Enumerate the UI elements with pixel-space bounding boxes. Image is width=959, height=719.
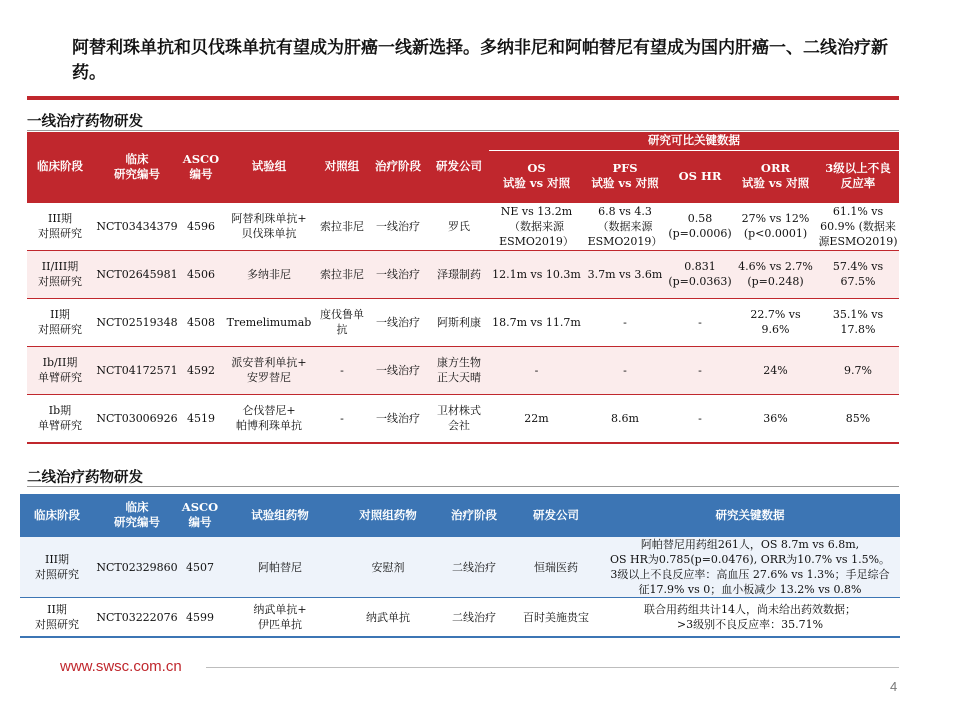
cell-pfs: 8.6m (584, 394, 666, 443)
header-os: OS 试验 vs 对照 (489, 150, 584, 202)
header2-phase: 临床阶段 (20, 494, 94, 537)
cell-phase: II/III期 对照研究 (27, 250, 93, 298)
header2-company: 研发公司 (512, 494, 600, 537)
cell-company: 卫材株式 会社 (429, 394, 489, 443)
cell-phase: III期 对照研究 (20, 537, 94, 598)
cell-keydata: 阿帕替尼用药组261人，OS 8.7m vs 6.8m, OS HR为0.785(p=0.0476), ORR为10.7% vs 1.5%。 3级以上不良反应率：高血压 27.6% vs 1.3%；手足综合 征17.9% vs 0；血小板减少 13.2% vs 0.8% (600, 537, 900, 598)
cell-os: 18.7m vs 11.7m (489, 298, 584, 346)
second-line-table (20, 494, 900, 638)
cell-trial: 仑伐替尼+ 帕博利珠单抗 (221, 394, 317, 443)
cell-pfs: - (584, 346, 666, 394)
title-divider (27, 96, 899, 100)
header2-stage: 治疗阶段 (436, 494, 512, 537)
cell-nct: NCT03434379 (93, 202, 181, 250)
cell-phase: II期 对照研究 (20, 598, 94, 638)
cell-company: 百时美施贵宝 (512, 598, 600, 638)
cell-control: - (317, 346, 367, 394)
cell-control: 安慰剂 (340, 537, 436, 598)
cell-pfs: 3.7m vs 3.6m (584, 250, 666, 298)
cell-stage: 二线治疗 (436, 598, 512, 638)
table-row (20, 537, 900, 598)
cell-os: 12.1m vs 10.3m (489, 250, 584, 298)
cell-stage: 二线治疗 (436, 537, 512, 598)
cell-oshr: - (666, 298, 734, 346)
cell-orr: 27% vs 12% (p<0.0001) (734, 202, 817, 250)
cell-control: - (317, 394, 367, 443)
cell-trial: Tremelimumab (221, 298, 317, 346)
section1-heading: 一线治疗药物研发 (27, 114, 143, 130)
header2-control: 对照组药物 (340, 494, 436, 537)
header-asco: ASCO 编号 (181, 132, 221, 202)
cell-nct: NCT02519348 (93, 298, 181, 346)
cell-control: 索拉非尼 (317, 202, 367, 250)
cell-company: 罗氏 (429, 202, 489, 250)
cell-trial: 纳武单抗+ 伊匹单抗 (220, 598, 340, 638)
cell-company: 恒瑞医药 (512, 537, 600, 598)
cell-oshr: - (666, 346, 734, 394)
cell-trial: 阿替利珠单抗+ 贝伐珠单抗 (221, 202, 317, 250)
header2-keydata: 研究关键数据 (600, 494, 900, 537)
cell-asco: 4506 (181, 250, 221, 298)
cell-oshr: 0.58 (p=0.0006) (666, 202, 734, 250)
page-title: 阿替利珠单抗和贝伐珠单抗有望成为肝癌一线新选择。多纳非尼和阿帕替尼有望成为国内肝癌一、二线治疗新药。 (72, 38, 888, 83)
cell-phase: Ib期 单臂研究 (27, 394, 93, 443)
cell-ae: 35.1% vs 17.8% (817, 298, 899, 346)
footer-url[interactable]: www.swsc.com.cn (60, 658, 182, 675)
cell-control: 索拉非尼 (317, 250, 367, 298)
header2-asco: ASCO 编号 (180, 494, 220, 537)
cell-control: 度伐鲁单抗 (317, 298, 367, 346)
footer-divider (206, 667, 899, 668)
cell-asco: 4592 (181, 346, 221, 394)
header-pfs: PFS 试验 vs 对照 (584, 150, 666, 202)
cell-stage: 一线治疗 (367, 202, 429, 250)
cell-phase: Ib/II期 单臂研究 (27, 346, 93, 394)
cell-phase: II期 对照研究 (27, 298, 93, 346)
section1-rule (27, 130, 899, 131)
cell-phase: III期 对照研究 (27, 202, 93, 250)
page-number: 4 (890, 679, 898, 694)
header-phase: 临床阶段 (27, 132, 93, 202)
cell-trial: 阿帕替尼 (220, 537, 340, 598)
cell-orr: 24% (734, 346, 817, 394)
cell-stage: 一线治疗 (367, 298, 429, 346)
cell-pfs: - (584, 298, 666, 346)
cell-pfs: 6.8 vs 4.3 （数据来源 ESMO2019） (584, 202, 666, 250)
cell-asco: 4596 (181, 202, 221, 250)
header2-nct: 临床 研究编号 (94, 494, 180, 537)
cell-orr: 36% (734, 394, 817, 443)
table-row (27, 394, 899, 443)
cell-company: 泽璟制药 (429, 250, 489, 298)
cell-ae: 9.7% (817, 346, 899, 394)
header-nct: 临床 研究编号 (93, 132, 181, 202)
cell-company: 康方生物 正大天晴 (429, 346, 489, 394)
table-row (20, 598, 900, 638)
cell-nct: NCT02645981 (93, 250, 181, 298)
section2-rule (27, 486, 899, 487)
first-line-table (27, 132, 899, 444)
cell-asco: 4507 (180, 537, 220, 598)
header-ae: 3级以上不良 反应率 (817, 150, 899, 202)
cell-orr: 4.6% vs 2.7% (p=0.248) (734, 250, 817, 298)
cell-stage: 一线治疗 (367, 250, 429, 298)
cell-nct: NCT04172571 (93, 346, 181, 394)
cell-asco: 4519 (181, 394, 221, 443)
cell-orr: 22.7% vs 9.6% (734, 298, 817, 346)
table-row (27, 250, 899, 298)
cell-trial: 派安普利单抗+ 安罗替尼 (221, 346, 317, 394)
cell-asco: 4508 (181, 298, 221, 346)
cell-stage: 一线治疗 (367, 394, 429, 443)
cell-os: - (489, 346, 584, 394)
cell-oshr: 0.831 (p=0.0363) (666, 250, 734, 298)
cell-oshr: - (666, 394, 734, 443)
header2-trial: 试验组药物 (220, 494, 340, 537)
header-orr: ORR 试验 vs 对照 (734, 150, 817, 202)
cell-company: 阿斯利康 (429, 298, 489, 346)
cell-asco: 4599 (180, 598, 220, 638)
header-keydata: 研究可比关键数据 (489, 132, 899, 150)
cell-nct: NCT03222076 (94, 598, 180, 638)
header-stage: 治疗阶段 (367, 132, 429, 202)
cell-ae: 61.1% vs 60.9% (数据来 源ESMO2019) (817, 202, 899, 250)
table-row (27, 202, 899, 250)
cell-os: NE vs 13.2m （数据来源 ESMO2019） (489, 202, 584, 250)
cell-keydata: 联合用药组共计14人，尚未给出药效数据； >3级别不良反应率：35.71% (600, 598, 900, 638)
cell-nct: NCT03006926 (93, 394, 181, 443)
cell-trial: 多纳非尼 (221, 250, 317, 298)
cell-ae: 85% (817, 394, 899, 443)
cell-os: 22m (489, 394, 584, 443)
header-trial: 试验组 (221, 132, 317, 202)
cell-nct: NCT02329860 (94, 537, 180, 598)
header-oshr: OS HR (666, 150, 734, 202)
table-row (27, 346, 899, 394)
section2-heading: 二线治疗药物研发 (27, 470, 143, 486)
cell-control: 纳武单抗 (340, 598, 436, 638)
header-company: 研发公司 (429, 132, 489, 202)
header-control: 对照组 (317, 132, 367, 202)
cell-ae: 57.4% vs 67.5% (817, 250, 899, 298)
table-row (27, 298, 899, 346)
cell-stage: 一线治疗 (367, 346, 429, 394)
